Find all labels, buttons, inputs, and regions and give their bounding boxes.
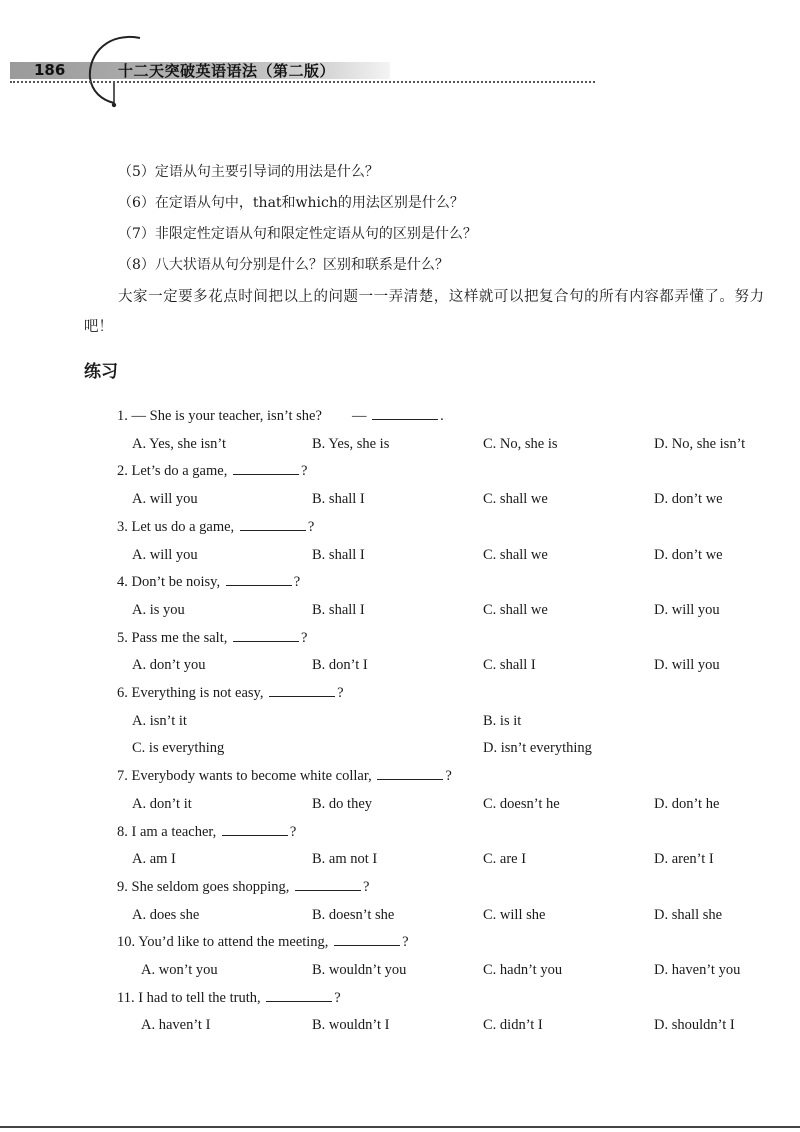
encouragement-paragraph: 大家一定要多花点时间把以上的问题一一弄清楚，这样就可以把复合句的所有内容都弄懂了。努力吧！ xyxy=(84,289,764,335)
answer-blank xyxy=(372,405,438,420)
answer-blank xyxy=(266,987,332,1002)
exercise-stem xyxy=(117,875,369,899)
exercise-stem-text: 5. Pass me the salt, xyxy=(117,629,231,646)
question-number: （6） xyxy=(118,195,155,211)
answer-option: B. shall I xyxy=(312,491,365,508)
answer-option: B. shall I xyxy=(312,601,365,618)
exercise-stem-punctuation: ? xyxy=(337,685,344,701)
answer-option: C. are I xyxy=(483,851,527,868)
book-title: 十二天突破英语语法（第二版） xyxy=(118,62,336,80)
question-number: （7） xyxy=(118,226,155,242)
answer-option: C. didn’t I xyxy=(483,1017,543,1034)
answer-option: B. wouldn’t I xyxy=(312,1017,390,1034)
answer-option: A. Yes, she isn’t xyxy=(132,435,227,452)
answer-option: B. is it xyxy=(483,712,522,729)
answer-option: D. will you xyxy=(654,657,720,674)
exercise-stem xyxy=(117,681,344,705)
question-text: 定语从句主要引导词的用法是什么？ xyxy=(154,164,379,180)
answer-option: B. shall I xyxy=(312,546,365,563)
answer-blank xyxy=(233,460,299,475)
answer-option: C. shall we xyxy=(483,601,548,618)
exercise-stem xyxy=(117,930,409,954)
exercise-stem-text: 9. She seldom goes shopping, xyxy=(117,878,294,895)
answer-option: A. will you xyxy=(132,491,198,508)
question-text: 八大状语从句分别是什么？区别和联系是什么？ xyxy=(154,257,449,273)
answer-option: A. don’t you xyxy=(132,657,206,674)
answer-blank xyxy=(226,571,292,586)
answer-option: B. wouldn’t you xyxy=(312,962,407,978)
exercise-stem xyxy=(117,626,307,650)
answer-blank xyxy=(222,821,288,836)
answer-option: C. doesn’t he xyxy=(483,795,560,812)
exercise-stem-text: 6. Everything is not easy, xyxy=(117,685,268,701)
exercise-stem xyxy=(117,986,341,1010)
answer-option: D. don’t we xyxy=(654,546,723,563)
exercise-stem xyxy=(117,820,296,844)
answer-option: A. haven’t I xyxy=(141,1017,211,1034)
answer-option: A. will you xyxy=(132,546,198,563)
exercise-stem-punctuation: ? xyxy=(363,878,370,895)
answer-option: C. shall I xyxy=(483,657,536,674)
answer-blank xyxy=(269,682,335,697)
exercise-stem xyxy=(117,459,307,483)
exercise-stem-punctuation: ? xyxy=(289,823,297,840)
answer-blank xyxy=(240,516,306,531)
answer-option: B. do they xyxy=(312,795,373,812)
exercise-stem-punctuation: . xyxy=(440,408,444,424)
answer-option: D. shall she xyxy=(654,906,723,923)
answer-option: A. isn’t it xyxy=(132,712,187,729)
exercise-response-dash: — xyxy=(351,408,371,424)
exercise-stem-text: 4. Don’t be noisy, xyxy=(117,574,224,591)
answer-option: A. does she xyxy=(132,906,200,923)
exercise-stem xyxy=(117,404,444,428)
exercise-stem-text: 8. I am a teacher, xyxy=(117,823,220,840)
page-number: 186 xyxy=(34,61,66,79)
answer-option: A. won’t you xyxy=(141,962,218,978)
answer-option: B. Yes, she is xyxy=(312,435,390,452)
answer-option: C. shall we xyxy=(483,546,548,563)
answer-option: B. don’t I xyxy=(312,657,368,674)
answer-option: A. don’t it xyxy=(132,795,192,812)
question-text: 非限定性定语从句和限定性定语从句的区别是什么？ xyxy=(154,226,477,242)
question-number: （5） xyxy=(118,164,155,180)
answer-blank xyxy=(295,876,361,891)
answer-blank xyxy=(334,931,400,946)
exercise-stem-punctuation: ? xyxy=(334,989,341,1006)
answer-option: C. hadn’t you xyxy=(483,962,563,978)
answer-option: C. shall we xyxy=(483,491,548,508)
exercise-stem xyxy=(117,515,314,539)
answer-option: D. isn’t everything xyxy=(483,740,592,757)
answer-blank xyxy=(233,627,299,642)
answer-option: D. No, she isn’t xyxy=(654,435,746,452)
exercise-stem-text: 7. Everybody wants to become white collar, xyxy=(117,768,376,785)
answer-option: D. don’t we xyxy=(654,491,723,508)
answer-option: D. haven’t you xyxy=(654,962,741,978)
answer-option: C. is everything xyxy=(132,740,225,757)
answer-option: A. am I xyxy=(132,851,176,868)
question-number: （8） xyxy=(118,257,155,273)
exercise-stem-text: 3. Let us do a game, xyxy=(117,518,238,535)
answer-blank xyxy=(377,765,443,780)
exercise-stem-punctuation: ? xyxy=(307,518,315,535)
exercise-stem-text: 10. You’d like to attend the meeting, xyxy=(117,934,333,951)
answer-option: A. is you xyxy=(132,601,185,618)
question-text: 在定语从句中，that和which的用法区别是什么？ xyxy=(154,195,464,211)
exercise-stem-punctuation: ? xyxy=(293,574,301,591)
answer-option: B. doesn’t she xyxy=(312,906,395,923)
answer-option: B. am not I xyxy=(312,851,378,868)
exercise-stem-text: 11. I had to tell the truth, xyxy=(117,989,265,1006)
exercise-stem-punctuation: ? xyxy=(300,463,308,480)
answer-option: C. will she xyxy=(483,906,546,923)
answer-option: D. aren’t I xyxy=(654,851,714,868)
answer-option: D. shouldn’t I xyxy=(654,1017,735,1034)
answer-option: C. No, she is xyxy=(483,435,558,452)
exercise-stem-punctuation: ? xyxy=(402,934,409,951)
answer-option: D. don’t he xyxy=(654,795,720,812)
section-title: 练习 xyxy=(84,362,118,382)
exercise-stem-punctuation: ? xyxy=(445,768,452,785)
exercise-stem xyxy=(117,764,452,788)
exercise-stem xyxy=(117,570,300,594)
page-bottom-rule xyxy=(0,1126,800,1128)
exercise-stem-punctuation: ? xyxy=(300,629,308,646)
exercise-stem-text: 2. Let’s do a game, xyxy=(117,463,231,480)
exercise-stem-text: 1. — She is your teacher, isn’t she? xyxy=(117,408,322,424)
answer-option: D. will you xyxy=(654,601,720,618)
